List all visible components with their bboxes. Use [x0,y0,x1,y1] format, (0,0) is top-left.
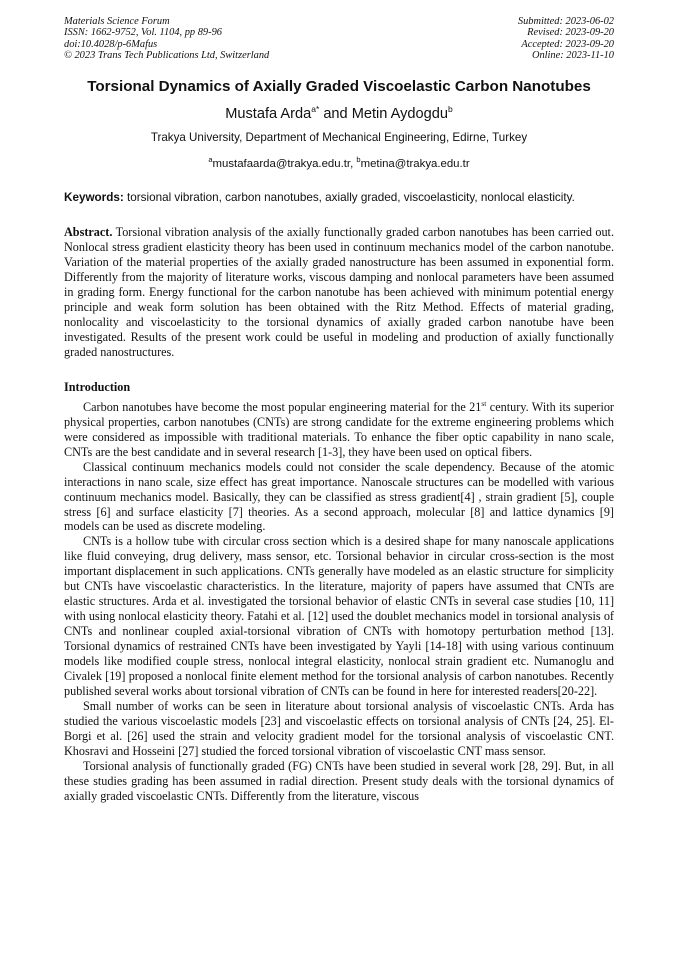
author-list [64,100,614,123]
journal-doi: doi:10.4028/p-6Mafus [64,38,158,50]
intro-paragraph: CNTs is a hollow tube with circular cross section which is a desired shape for many nanoscale applications like fluid conveying, drug delivery, mass sensor, etc. Torsional behavior in circular cross-section is the most important displacement in such applications. CNTs generally have modeled as an elastic structure for simplicity but CNTs have viscoelastic characteristics. In the literature, majority of papers have assumed that CNTs are elastic structures. Arda et al. investigated the torsional behavior of elastic CNTs in several case studies [10, 11] with using nonlocal elasticity theory. Fatahi et al. [12] used the doublet mechanics model in torsional analysis of CNTs and nonlinear coupled axial-torsional vibration of CNTs with homotopy perturbation method [13]. Torsional dynamics of restrained CNTs have been investigated by Yayli [14-18] with using various continuum models like modified couple stress, nonlocal integral elasticity, nonlocal strain gradient etc. Numanoglu and Civalek [19] proposed a nonlocal finite element method for the torsional analysis of carbon nanotubes. Recently published several works about torsional vibration of CNTs can be found in here for interested readers[20-22]. [64,534,614,698]
author-name: Mustafa Arda [225,105,312,122]
abstract-label: Abstract. [64,225,113,240]
journal-copyright: © 2023 Trans Tech Publications Ltd, Switzerland [64,50,270,62]
author-affil-mark: b [448,103,453,114]
publication-dates [518,16,614,62]
intro-paragraph: Torsional analysis of functionally graded (FG) CNTs have been studied in several work [28, 29]. But, in all these studies grading has been assumed in radial direction. Present study deals with the torsional dynamics of axially graded viscoelastic CNTs. Differently from the literature, viscous [64,758,614,803]
intro-paragraph: Classical continuum mechanics models could not consider the scale dependency. Because of the atomic interactions in nano scale, size effect has great importance. Nanoscale structures can be modelled with various continuum mechanics model. Basically, they can be classified as stress gradient[4] , strain gradient [5], couple stress [6] and surface elasticity [7] theories. As a second approach, molecular [8] and lattice dynamics [9] models can be used as discrete modeling. [64,459,614,534]
keywords-label: Keywords: [64,191,124,205]
author-affil-mark: a* [311,103,320,114]
date-accepted: Accepted: 2023-09-20 [521,38,614,50]
date-online: Online: 2023-11-10 [531,50,614,62]
section-heading: Introduction [64,379,131,394]
journal-header [64,16,614,62]
date-revised: Revised: 2023-09-20 [527,27,614,39]
keywords-text: torsional vibration, carbon nanotubes, axially graded, viscoelasticity, nonlocal elasticity. [123,191,575,205]
journal-info [64,16,269,62]
paragraph-text: Carbon nanotubes have become the most popular engineering material for the 21 [83,399,482,414]
email-link[interactable]: mustafaarda@trakya.edu.tr, [212,158,357,171]
intro-paragraph [64,400,614,460]
author-connector: and [319,105,352,122]
abstract-text: Torsional vibration analysis of the axially functionally graded carbon nanotubes has been carried out. Nonlocal stress gradient elasticity theory has been used in continuum mechanics model of the carbon nanotube. Variation of the material properties of the axially graded nanostructure has been assumed in exponential form. Differently from the majority of literature works, viscous damping and nonlocal parameters have been assumed in grading form. Energy functional for the carbon nanotube has been achieved with minimum potential energy principle and weak form solution has been obtained with the Ritz Method. Effects of material grading, nonlocality and viscoelasticity to the torsional dynamics of axially graded carbon nanotube have been investigated. Results of the present work could be useful in modeling and production of axially functionally graded nanostructures. [64,225,614,359]
email-mark: b [356,155,361,165]
email-link[interactable]: metina@trakya.edu.tr [360,158,470,171]
email-mark: a [208,155,213,165]
paper-title: Torsional Dynamics of Axially Graded Viscoelastic Carbon Nanotubes [87,77,591,95]
keywords [64,190,614,205]
intro-paragraph: Small number of works can be seen in literature about torsional analysis of viscoelastic CNTs. Arda has studied the various viscoelastic models [23] and viscoelastic effects on torsional analysis of CNTs [24, 25]. El-Borgi et al. [26] used the strain and velocity gradient model for the torsional analysis of viscoelastic CNT. Khosravi and Hosseini [27] studied the forced torsional vibration of viscoelastic CNT mass sensor. [64,698,614,758]
journal-name: Materials Science Forum [64,16,170,27]
author-emails [64,153,614,171]
affiliation: Trakya University, Department of Mechanical Engineering, Edirne, Turkey [150,131,528,145]
ordinal-suffix: st [481,398,487,408]
abstract [64,225,614,360]
journal-issn: ISSN: 1662-9752, Vol. 1104, pp 89-96 [64,27,222,39]
date-submitted: Submitted: 2023-06-02 [517,16,614,27]
paragraph-text: century. With its superior physical properties, carbon nanotubes (CNTs) are strong candidate for the extreme engineering problems which were considered as impossible with traditional materials. To enhance the fiber optic capability in nano scale, CNTs are the best candidate and in several research [1-3], they have been used on optical fibers. [64,399,614,459]
author-name: Metin Aydogdu [351,105,449,122]
